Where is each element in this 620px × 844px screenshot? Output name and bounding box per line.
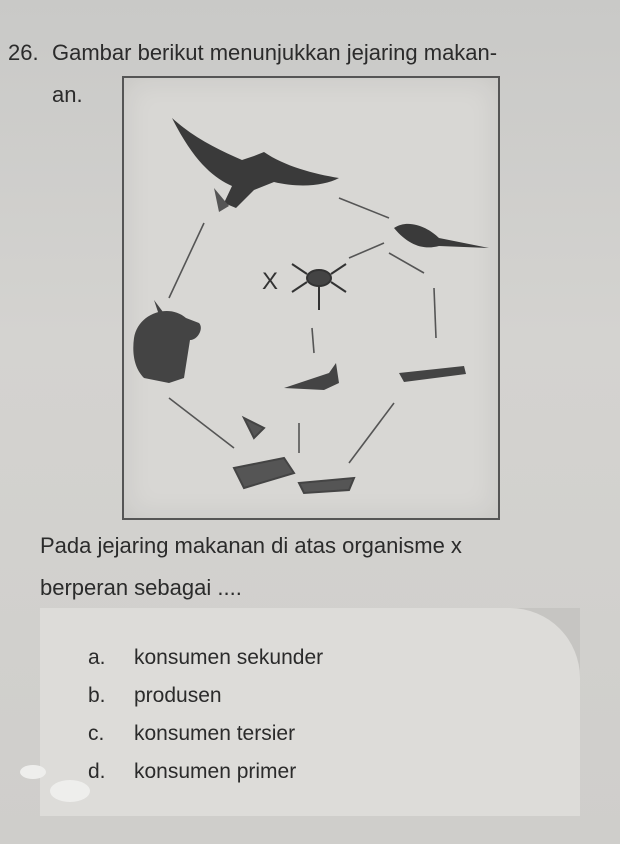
prompt-line2: berperan sebagai .... (40, 575, 242, 600)
decorative-dot (20, 765, 46, 779)
option-c[interactable] (88, 722, 295, 746)
option-letter: b. (88, 684, 106, 707)
grasshopper-icon (284, 363, 339, 390)
option-text: konsumen tersier (134, 722, 296, 745)
rabbit-icon (133, 300, 201, 383)
option-d[interactable] (88, 760, 296, 784)
option-letter: a. (88, 646, 106, 669)
options-box (40, 608, 580, 816)
option-text: produsen (134, 684, 222, 707)
option-letter: d. (88, 760, 106, 783)
option-a[interactable] (88, 646, 323, 670)
bird-icon (394, 224, 489, 248)
question-text-line1: Gambar berikut menunjukkan jejaring makan- (52, 40, 498, 65)
grass-icon (234, 418, 354, 493)
option-letter: c. (88, 722, 105, 745)
food-web-illustration (124, 78, 498, 518)
food-web-lines (169, 198, 436, 463)
eagle-icon (172, 118, 339, 212)
question-text-line2: an. (52, 82, 83, 107)
decorative-dot (50, 780, 90, 802)
organism-x-label: X (262, 268, 279, 295)
caterpillar-icon (399, 366, 466, 382)
option-text: konsumen primer (134, 760, 297, 783)
spider-icon (292, 264, 346, 310)
food-web-figure (122, 76, 500, 520)
option-b[interactable] (88, 684, 222, 708)
prompt-line1: Pada jejaring makanan di atas organisme x (40, 533, 462, 558)
option-text: konsumen sekunder (134, 646, 324, 669)
question-number: 26. (8, 40, 39, 65)
